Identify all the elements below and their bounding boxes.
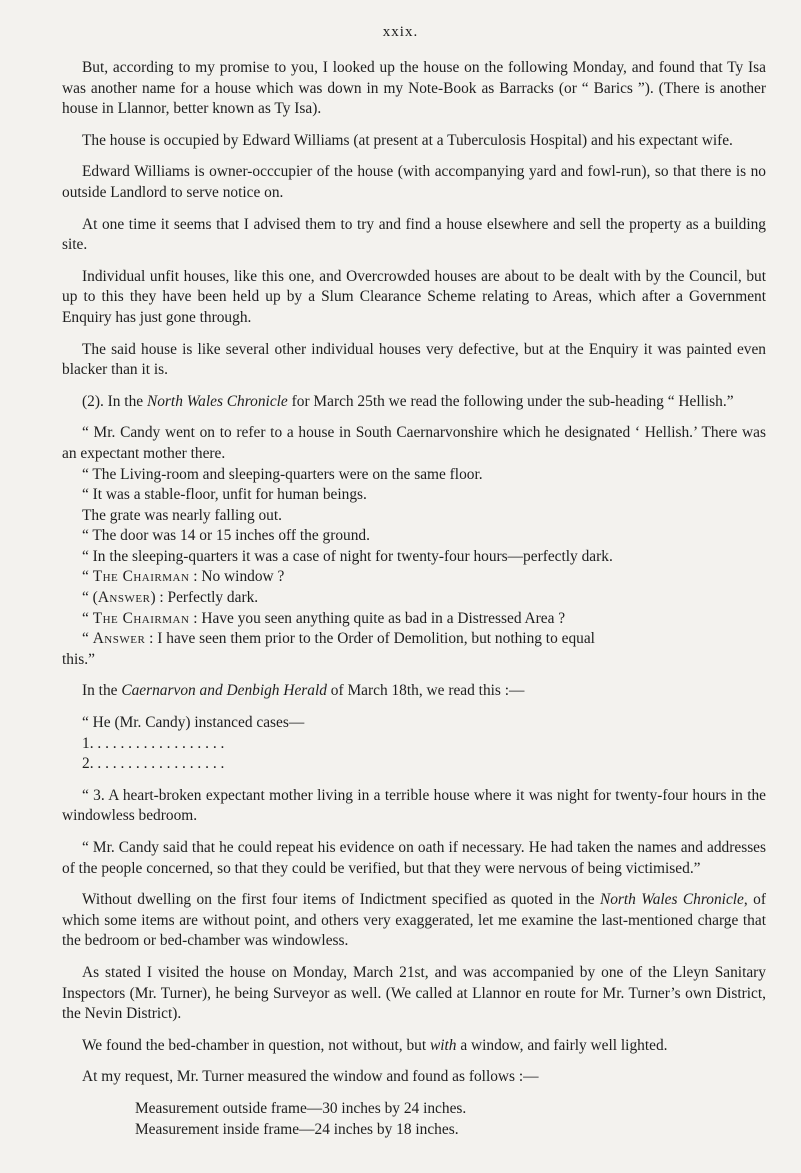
speaker-label: The Chairman [92, 568, 190, 586]
newspaper-title: North Wales Chronicle [146, 392, 288, 410]
quote-line: 2. . . . . . . . . . . . . . . . . . [82, 755, 225, 773]
quote-line: “ It was a stable-floor, unfit for human beings. [82, 486, 367, 504]
text-run: Without dwelling on the first four items of Indictment specified as quoted in the [82, 891, 600, 909]
text-run: , of which some items are without point, and others very exaggerated, let me examine the last-mentioned charge that the bedroom or bed-chamber was windowless. [62, 891, 766, 950]
text-run: : Have you seen anything quite as bad in a Distressed Area ? [189, 609, 566, 627]
speaker-label: The Chairman [92, 609, 190, 627]
quote-line: “ The Living-room and sleeping-quarters were on the same floor. [82, 465, 483, 483]
quote-line: The grate was nearly falling out. [82, 506, 283, 524]
paragraph-9 [62, 890, 766, 952]
paragraph-1: But, according to my promise to you, I looked up the house on the following Monday, and found that Ty Isa was another name for a house which was down in my Note-Book as Barracks (or “ Barics ”). (There is another house in Llannor, better known as Ty Isa). [62, 59, 766, 118]
speaker-label: Answer [97, 589, 151, 607]
quote-line: “ In the sleeping-quarters it was a case of night for twenty-four hours—perfectly dark. [82, 547, 613, 565]
quote-line: “ Mr. Candy went on to refer to a house in South Caernarvonshire which he designated ‘ Hellish.’ There was an expectant mother there. [62, 424, 766, 462]
text-run: “ ( [82, 589, 98, 607]
speaker-label: Answer [92, 630, 146, 648]
paragraph-7 [62, 392, 766, 413]
quote-line: this.” [62, 650, 95, 668]
paragraph-3: Edward Williams is owner-occcupier of the house (with accompanying yard and fowl-run), so that there is no outside Landlord to serve notice on. [62, 163, 766, 201]
text-run: In the [82, 682, 122, 700]
quote-caernarvon-herald [62, 713, 766, 879]
text-run: (2). In the [82, 392, 147, 410]
paragraph-5: Individual unfit houses, like this one, and Overcrowded houses are about to be dealt with by the Council, but up to this they have been held up by a Slum Clearance Scheme relating to Areas, which after a Government Enquiry has just gone through. [62, 267, 766, 326]
quote-line: “ Mr. Candy said that he could repeat his evidence on oath if necessary. He had taken the names and addresses of the people concerned, so that they could be verified, but that they were nervous of being victimised.” [62, 839, 766, 877]
paragraph-12: At my request, Mr. Turner measured the window and found as follows :— [82, 1068, 539, 1086]
quote-line: 1. . . . . . . . . . . . . . . . . . [82, 734, 225, 752]
measurement-line: Measurement inside frame—24 inches by 18 inches. [135, 1120, 459, 1138]
quote-line: “ He (Mr. Candy) instanced cases— [82, 714, 305, 732]
paragraph-4: At one time it seems that I advised them to try and find a house elsewhere and sell the property as a building site. [62, 215, 766, 254]
document-body [62, 58, 766, 1140]
quote-north-wales-chronicle [62, 423, 766, 670]
newspaper-title: North Wales Chronicle [599, 891, 744, 909]
measurement-line: Measurement outside frame—30 inches by 24 inches. [135, 1099, 467, 1117]
paragraph-10: As stated I visited the house on Monday, March 21st, and was accompanied by one of the Lleyn Sanitary Inspectors (Mr. Turner), he being Surveyor as well. (We called at Llannor en route for Mr. Turner’s own District, the Nevin District). [62, 963, 766, 1023]
text-run: “ [82, 630, 93, 648]
quote-line [62, 588, 766, 609]
text-run: : I have seen them prior to the Order of Demolition, but nothing to equal [145, 630, 595, 648]
newspaper-title: Caernarvon and Denbigh Herald [121, 682, 327, 700]
emphasis: with [429, 1036, 457, 1054]
text-run: : No window ? [189, 568, 285, 586]
text-run: “ [82, 568, 93, 586]
page-number: xxix. [382, 24, 419, 40]
quote-line [62, 567, 766, 588]
quote-line: “ The door was 14 or 15 inches off the ground. [82, 527, 370, 545]
measurements [62, 1099, 766, 1140]
text-run: of March 18th, we read this :— [326, 682, 525, 700]
paragraph-6: The said house is like several other individual houses very defective, but at the Enquiry it was painted even blacker than it is. [62, 340, 766, 379]
quote-line [62, 629, 766, 650]
text-run: We found the bed-chamber in question, not without, but [82, 1036, 430, 1054]
paragraph-2: The house is occupied by Edward Williams (at present at a Tuberculosis Hospital) and his expectant wife. [82, 131, 733, 149]
quote-line: “ 3. A heart-broken expectant mother living in a terrible house where it was night for twenty-four hours in the windowless bedroom. [62, 786, 766, 825]
text-run: a window, and fairly well lighted. [456, 1036, 668, 1054]
paragraph-11 [62, 1036, 766, 1057]
text-run: for March 25th we read the following under the sub-heading “ Hellish.” [287, 392, 734, 410]
paragraph-8 [62, 681, 766, 702]
text-run: “ [82, 609, 93, 627]
quote-line [62, 609, 766, 630]
text-run: ) : Perfectly dark. [150, 589, 259, 607]
